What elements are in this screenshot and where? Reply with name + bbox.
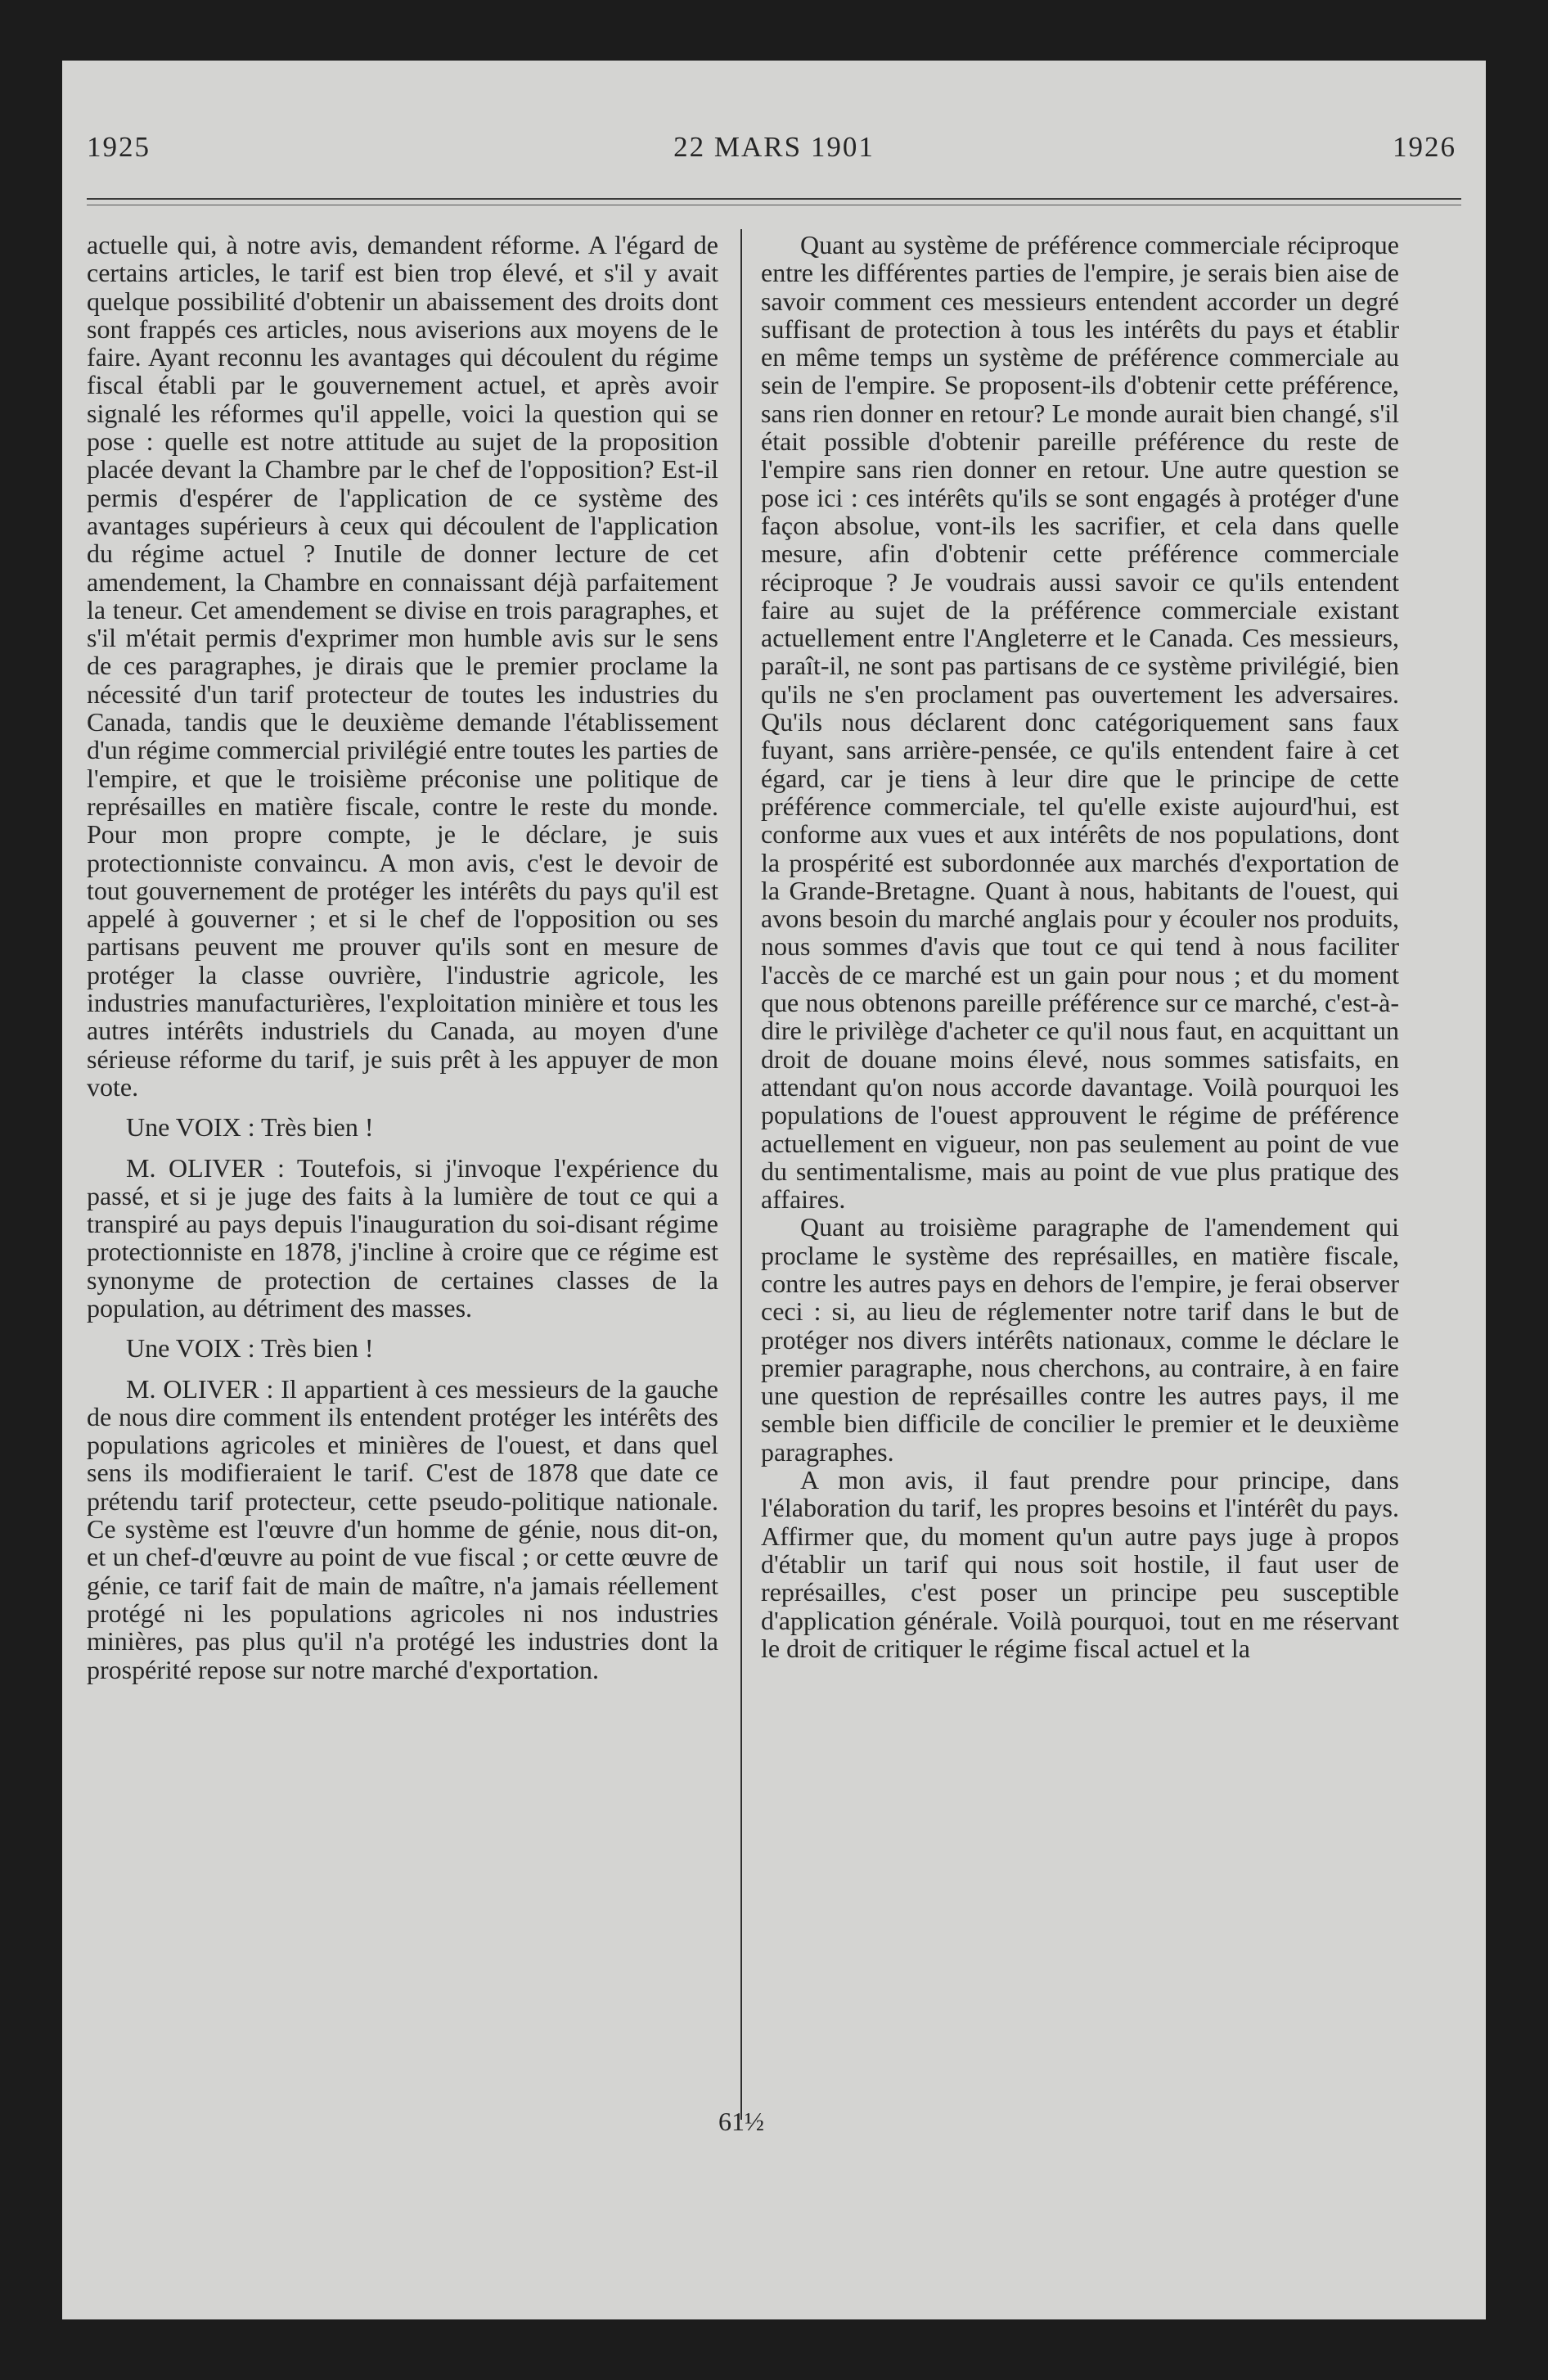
left-column — [87, 231, 718, 1684]
paragraph: A mon avis, il faut prendre pour principe, dans l'élaboration du tarif, les propres besoins et l'intérêt du pays. Affirmer que, du moment qu'un autre pays juge à propos d'établir un tarif qui nous soit hostile, il faut user de représailles, c'est poser un principe peu susceptible d'application générale. Voilà pourquoi, tout en me réservant le droit de critiquer le régime fiscal actuel et la — [761, 1465, 1399, 1663]
paragraph: Quant au troisième paragraphe de l'amendement qui proclame le système des représailles, en matière fiscale, contre les autres pays en dehors de l'empire, je ferai observer ceci : si, au lieu de réglementer notre tarif dans le but de protéger nos divers intérêts nationaux, comme le déclare le premier paragraphe, nous cherchons, au contraire, à en faire une question de représailles contre les autres pays, il me semble bien difficile de concilier le premier et le deuxième paragraphes. — [761, 1212, 1399, 1467]
right-column — [761, 231, 1399, 1662]
speech-paragraph: M. OLIVER : Il appartient à ces messieurs de la gauche de nous dire comment ils entendent protéger les intérêts des populations agricoles et minières de l'ouest, et dans quel sens ils modifieraient le tarif. C'est de 1878 que date ce prétendu tarif protecteur, cette pseudo-politique nationale. Ce système est l'œuvre d'un homme de génie, nous dit-on, et un chef-d'œuvre au point de vue fiscal ; or cette œuvre de génie, ce tarif fait de main de maître, n'a jamais réellement protégé ni les populations agricoles ni nos industries minières, pas plus qu'il n'a protégé les industries dont la prospérité repose sur notre marché d'exportation. — [87, 1373, 718, 1684]
page — [62, 61, 1486, 2319]
interjection: Une VOIX : Très bien ! — [126, 1333, 374, 1364]
paragraph: actuelle qui, à notre avis, demandent réforme. A l'égard de certains articles, le tarif est bien trop élevé, et s'il y avait quelque possibilité d'obtenir un abaissement des droits dont sont frappés ces articles, nous aviserions aux moyens de le faire. Ayant reconnu les avantages qui découlent du régime fiscal établi par le gouvernement actuel, et après avoir signalé les réformes qu'il appelle, voici la question qui se pose : quelle est notre attitude au sujet de la proposition placée devant la Chambre par le chef de l'opposition? Est-il permis d'espérer de l'application de ce système des avantages supérieurs à ceux qui découlent de l'application du régime actuel ? Inutile de donner lecture de cet amendement, la Chambre en connaissant déjà parfaitement la teneur. Cet amendement se divise en trois paragraphes, et s'il m'était permis d'exprimer mon humble avis sur le sens de ces paragraphes, je dirais que le premier proclame la nécessité d'un tarif protecteur de toutes les industries du Canada, tandis que le deuxième demande l'établissement d'un régime commercial privilégié entre toutes les parties de l'empire, et que le troisième préconise une politique de représailles en matière fiscale, contre le reste du monde. Pour mon propre compte, je le déclare, je suis protectionniste convaincu. A mon avis, c'est le devoir de tout gouvernement de protéger les intérêts du pays qu'il est appelé à gouverner ; et si le chef de l'opposition ou ses partisans peuvent me prouver qu'ils sont en mesure de protéger la classe ouvrière, l'industrie agricole, les industries manufacturières, l'exploitation minière et tous les autres intérêts industriels du Canada, au moyen d'une sérieuse réforme du tarif, je suis prêt à les appuyer de mon vote. — [87, 230, 718, 1102]
speech-paragraph: M. OLIVER : Toutefois, si j'invoque l'expérience du passé, et si je juge des faits à la lumière de tout ce qui a transpiré au pays depuis l'inauguration du soi-disant régime protectionniste en 1878, j'incline à croire que ce régime est synonyme de protection de certaines classes de la population, au détriment des masses. — [87, 1152, 718, 1323]
folio-number: 61½ — [718, 2107, 764, 2136]
page-number-right: 1926 — [1393, 131, 1456, 163]
page-number-left: 1925 — [87, 131, 151, 163]
paragraph: Quant au système de préférence commerciale réciproque entre les différentes parties de l'empire, je serais bien aise de savoir comment ces messieurs entendent accorder un degré suffisant de protection à tous les intérêts du pays et établir en même temps un système de préférence commerciale au sein de l'empire. Se proposent-ils d'obtenir cette préférence, sans rien donner en retour? Le monde aurait bien changé, s'il était possible d'obtenir pareille préférence du reste de l'empire sans rien donner en retour. Une autre question se pose ici : ces intérêts qu'ils se sont engagés à protéger d'une façon absolue, vont-ils les sacrifier, et cela dans quelle mesure, afin d'obtenir cette préférence commerciale réciproque ? Je voudrais aussi savoir ce qu'ils entendent faire au sujet de la préférence commerciale existant actuellement entre l'Angleterre et le Canada. Ces messieurs, paraît-il, ne sont pas partisans de ce système privilégié, bien qu'ils ne s'en proclament pas ouvertement les adversaires. Qu'ils nous déclarent donc catégoriquement sans faux fuyant, sans arrière-pensée, ce qu'ils entendent faire à cet égard, car je tiens à leur dire que le principe de cette préférence commerciale, tel qu'elle existe aujourd'hui, est conforme aux vues et aux intérêts de nos populations, dont la prospérité est subordonnée aux marchés d'exportation de la Grande-Bretagne. Quant à nous, habitants de l'ouest, qui avons besoin du marché anglais pour y écouler nos produits, nous sommes d'avis que tout ce qui tend à nous faciliter l'accès de ce marché est un gain pour nous ; et du moment que nous obtenons pareille préférence sur ce marché, c'est-à-dire le privilège d'acheter ce qu'il nous faut, en acquittant un droit de douane moins élevé, nous sommes satisfaits, en attendant qu'on nous accorde davantage. Voilà pourquoi les populations de l'ouest approuvent le régime de préférence actuellement en vigueur, non pas seulement au point de vue du sentimentalisme, mais au point de vue plus pratique des affaires. — [761, 230, 1399, 1215]
page-date: 22 MARS 1901 — [673, 131, 875, 163]
interjection: Une VOIX : Très bien ! — [126, 1112, 374, 1143]
header-rule — [87, 198, 1461, 200]
column-divider — [740, 229, 742, 2120]
